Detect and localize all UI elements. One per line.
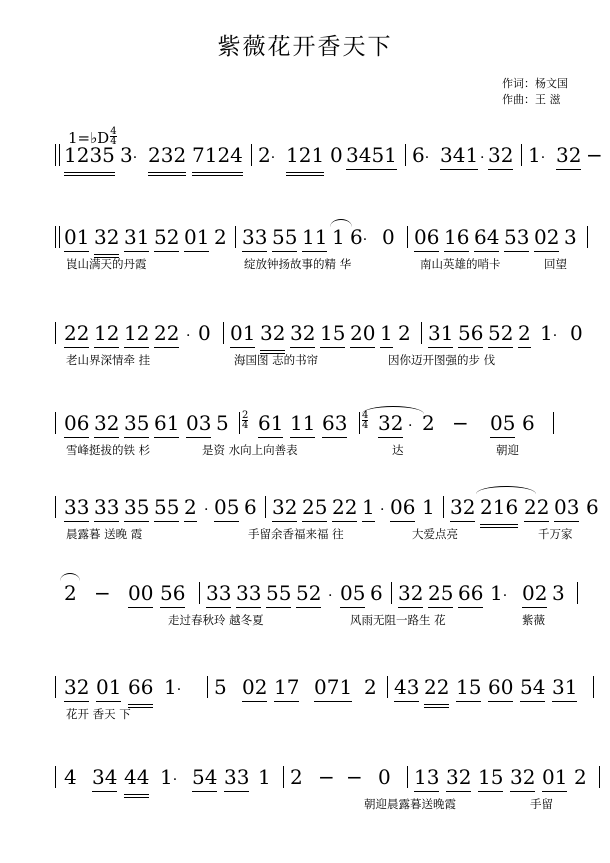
notation-row: 01 32 31 52 01 2 33 55 11 1 6· 0 06 16 64 53 02 3	[52, 222, 562, 252]
page-title: 紫薇花开香天下	[217, 34, 393, 60]
music-system-6	[52, 578, 565, 628]
notation-row: 06 32 35 61 03 5 $\frac{2}{4}$ 61 11 63 $\frac{4}{4}$ 32 · 2 − 05 6	[52, 408, 562, 438]
notation-row: 1235 3· 232 7124 2· 121 0 3451 6· 341 · 32 1· 32 −	[52, 140, 562, 170]
lyrics-row: 花开 香天 下	[66, 707, 131, 721]
music-system-1	[52, 140, 603, 190]
music-system-2	[52, 222, 577, 272]
lyrics-row: 晨露暮 送晚 霞 手留余香福来福 往 大爱点亮 千万家	[66, 527, 573, 541]
music-system-5	[52, 492, 599, 542]
lyrics-row: 走过春秋玲 越冬夏 风雨无阻一路生 花 紫薇	[168, 613, 545, 627]
music-system-7	[52, 672, 578, 722]
key-signature: 1=♭D	[68, 128, 110, 147]
notation-row: 22 12 12 22 · 0 01 32 32 15 20 1 2 31 56 52 2 1· 0	[52, 318, 562, 348]
lyrics-row: 雪峰挺拔的铁 杉 是资 水向上向善表 达 朝迎	[66, 443, 519, 457]
time-signature: $\frac{4}{4}$	[110, 126, 117, 147]
lyrics-row	[52, 174, 562, 190]
notation-row: 32 01 66 1· 5 02 17 071 2 43 22 15 60 54 31	[52, 672, 562, 702]
lyrics-row: 老山界深情牵 挂 海国图 志的书帘 因你迈开图强的步 伐	[66, 353, 496, 367]
music-system-3	[52, 318, 583, 368]
lyrics-row: 朝迎晨露暮送晚霞 手留	[364, 797, 553, 811]
notation-row: 2 − 00 56 33 33 55 52 · 05 6 32 25 66 1· 02 3	[52, 578, 562, 608]
credits-block	[502, 76, 568, 108]
composer-credit: 作曲：王 滋	[502, 93, 561, 106]
music-system-8	[52, 762, 587, 812]
lyricist-credit: 作词：杨文国	[502, 77, 568, 90]
lyrics-row: 崀山满天的丹霞 绽放钟扬故事的精 华 南山英雄的哨卡 回望	[66, 257, 567, 271]
notation-row: 4 34 44 1· 54 33 1 2 − − 0 13 32 15 32 01 2	[52, 762, 562, 792]
notation-row: 33 33 35 55 2 · 05 6 32 25 22 1 · 06 1 32 216 22 03 6	[52, 492, 562, 522]
music-system-4	[52, 408, 562, 458]
